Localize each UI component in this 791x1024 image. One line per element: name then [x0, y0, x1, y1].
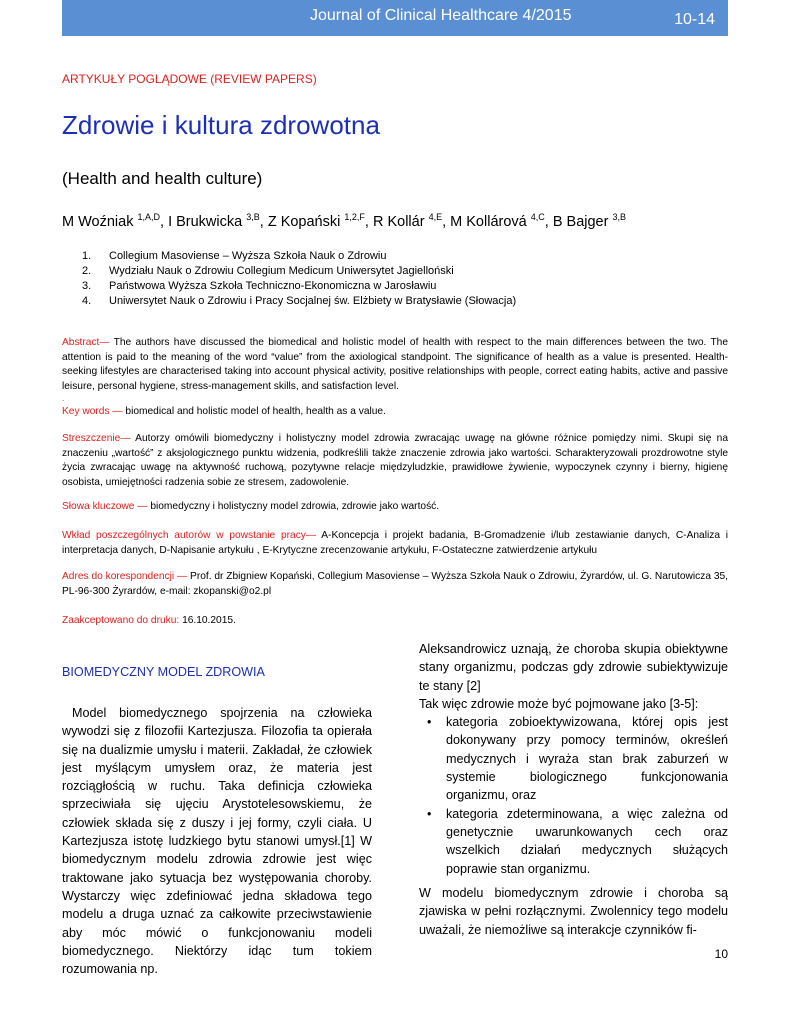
page-range: 10-14	[674, 11, 715, 28]
author: M Kollárová $^{4,C}$,	[450, 212, 553, 230]
streszczenie: Streszczenie— Autorzy omówili biomedyczny i holistyczny model zdrowia zwracając uwagę na główne różnice pomiędzy nimi. Skupi się na znaczeniu „wartość” z aksjologicznego punktu widzenia, podkreślili także znaczenie zdrowia jako wartości. Scharakteryzowali prozdrowotne style życia zwracając uwagę na aktywność ruchową, pozytywne relacje międzyludzkie, prawidłowe żywienie, wypoczynek czynny i bierny, higienę osobista, umiejętności radzenia sobie ze stresem, zadowolenie.	[62, 433, 728, 488]
affiliation-item: 4. Uniwersytet Nauk o Zdrowiu i Pracy Socjalnej św. Elżbiety w Bratysławie (Słowacja)	[82, 295, 517, 307]
bullet-icon: •	[427, 715, 432, 730]
bullet-list	[419, 713, 728, 878]
right-paragraph: Aleksandrowicz uznają, że choroba skupia obiektywne stany organizmu, podczas gdy zdrowie subiektywizuje te stany [2]	[419, 642, 728, 693]
left-column-paragraph: Model biomedycznego spojrzenia na człowieka wywodzi się z filozofii Kartezjusza. Filozofia ta opierała się na dualizmie umysłu i materii. Zakładał, że człowiek jest myślącym umysłem oraz, że materia jest rozciągłością w ruchu. Taka definicja człowieka sprzeciwiała się ujęciu Arystotelesowskiemu, że człowiek składa się z duszy i jej formy, czyli ciała. U Kartezjusza istotę ludzkiego bytu stanowi umysł.[1] W biomedycznym modelu zdrowia zdrowie jest więc traktowane jako sytuacja bez występowania choroby. Wystarczy więc zdefiniować jedna składowa tego modelu a druga uznać za całkowite przeciwstawienie aby móc mówić o funkcjonowaniu modeli biomedycznego. Niektórzy idąc tum tokiem rozumowania np.	[62, 706, 372, 977]
journal-header-bar	[62, 0, 728, 36]
journal-title: Journal of Clinical Healthcare 4/2015	[310, 7, 572, 24]
keywords: Key words — biomedical and holistic model of health, health as a value.	[62, 406, 386, 417]
right-paragraph: W modelu biomedycznym zdrowie i choroba są zjawiska w pełni rozłącznymi. Zwolennicy tego modelu uważali, że niemożliwe są interakcje czynników fi-	[419, 886, 728, 937]
bullet-icon: •	[427, 806, 432, 821]
affiliation-item: 3. Państwowa Wyższa Szkoła Techniczno-Ekonomiczna w Jarosławiu	[82, 280, 437, 292]
author: I Brukwicka $^{3,B}$,	[168, 212, 268, 230]
author-list	[62, 212, 626, 230]
affiliation-item: 2. Wydziału Nauk o Zdrowiu Collegium Medicum Uniwersytet Jagielloński	[82, 265, 454, 277]
author: R Kollár $^{4,E}$,	[372, 212, 451, 230]
slowa-kluczowe: Słowa kluczowe — biomedyczny i holistyczny model zdrowia, zdrowie jako wartość.	[62, 501, 440, 512]
bullet-item: • kategoria zdeterminowana, a więc zależna od genetycznie uwarunkowanych cech oraz wszelkich działań medycznych służących poprawie stan organizmu.	[427, 806, 728, 876]
affiliation-list	[82, 249, 516, 309]
author: B Bajger $^{3,B}$	[552, 212, 626, 230]
accepted-date: Zaakceptowano do druku: 16.10.2015.	[62, 615, 236, 626]
right-paragraph: Tak więc zdrowie może być pojmowane jako [3-5]:	[419, 696, 699, 711]
author: Z Kopański $^{1,2,F}$,	[267, 212, 373, 230]
stray-dot: .	[62, 394, 65, 403]
right-column	[419, 640, 728, 878]
correspondence-address: Adres do korespondencji — Prof. dr Zbigniew Kopański, Collegium Masoviense – Wyższa Szkoła Nauk o Zdrowiu, Żyrardów, ul. G. Narutowicza 35, PL-96-300 Żyrardów, e-mail: zkopanski@o2.pl	[62, 571, 728, 597]
author: M Woźniak $^{1,A,D}$,	[62, 212, 169, 230]
article-subtitle: (Health and health culture)	[62, 169, 263, 188]
affiliation-item: 1. Collegium Masoviense – Wyższa Szkoła Nauk o Zdrowiu	[82, 250, 387, 262]
bullet-item: • kategoria zobioektywizowana, której opis jest dokonywany przy pomocy terminów, określeń medycznych i wyraża stan brak zaburzeń w systemie biologicznego funkcjonowania organizmu, oraz	[427, 715, 728, 803]
section-heading: BIOMEDYCZNY MODEL ZDROWIA	[62, 665, 265, 679]
abstract: Abstract— The authors have discussed the biomedical and holistic model of health with respect to the main differences between the two. The attention is paid to the meaning of the word “value” from the axiological standpoint. The significance of health as a value is presented. Health-seeking lifestyles are characterised taking into account physical activity, positive relationships with people, correct eating habits, active and passive leisure, personal hygiene, stress-management skills, and satisfaction level.	[62, 337, 728, 392]
page-number: 10	[714, 947, 728, 961]
article-title: Zdrowie i kultura zdrowotna	[62, 110, 380, 140]
article-section-type: ARTYKUŁY POGLĄDOWE (REVIEW PAPERS)	[62, 72, 317, 86]
author-contributions: Wkład poszczególnych autorów w powstanie pracy— A-Koncepcja i projekt badania, B-Gromadzenie i/lub zestawianie danych, C-Analiza i interpretacja danych, D-Napisanie artykułu , E-Krytyczne zrecenzowanie artykułu, F-Ostateczne zatwierdzenie artykułu	[62, 530, 728, 556]
